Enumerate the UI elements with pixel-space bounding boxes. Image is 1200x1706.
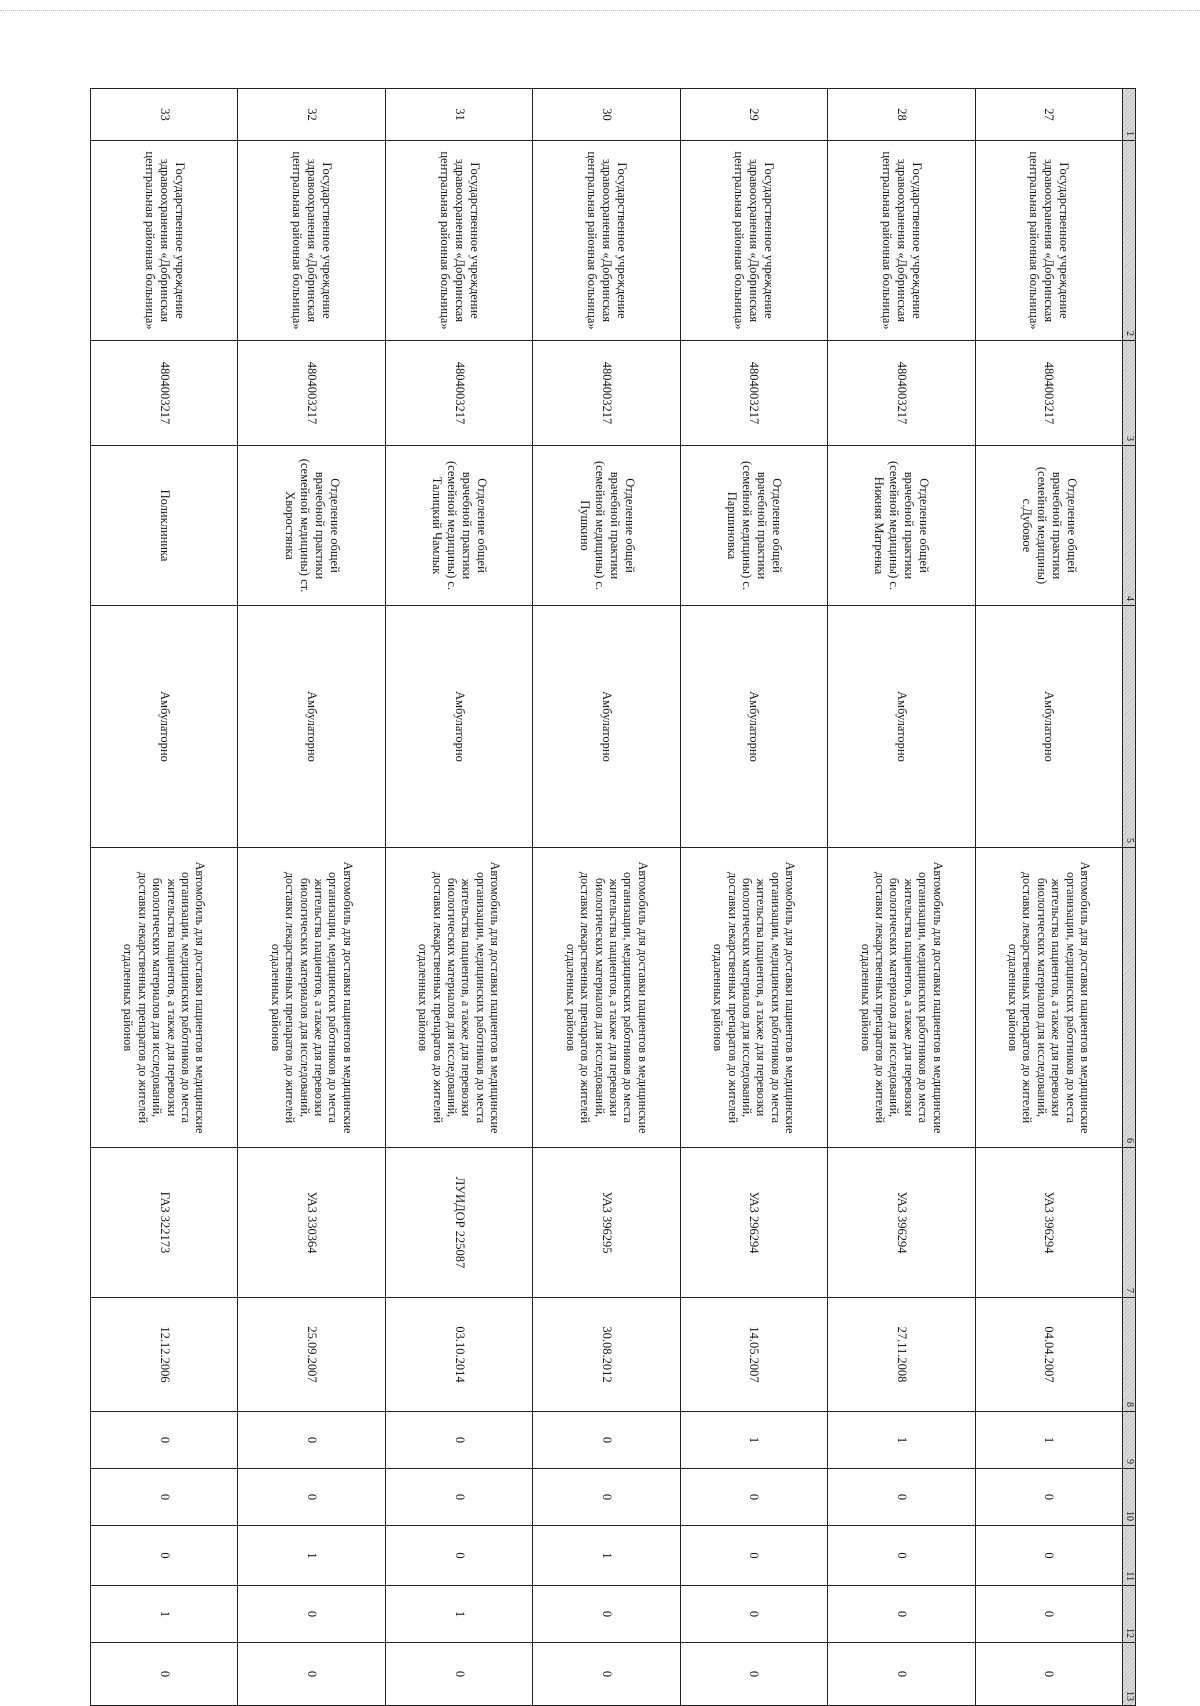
column-header: 8 — [1123, 1298, 1136, 1412]
organization-name: Государственное учреждение здравоохранения «Добринская центральная районная больница» — [385, 141, 532, 341]
count-col-9: 0 — [238, 1412, 385, 1469]
vehicle-date: 30.08.2012 — [533, 1298, 680, 1412]
vehicle-model: ГАЗ 322173 — [91, 1148, 238, 1298]
column-header: 13 — [1123, 1643, 1136, 1706]
care-type: Амбулаторно — [385, 606, 532, 848]
table-row — [975, 89, 1122, 1706]
row-number: 27 — [975, 89, 1122, 141]
count-col-13: 0 — [91, 1643, 238, 1706]
vehicle-purpose: Автомобиль для доставки пациентов в медицинские организации, медицинских работников до места жительства пациентов, а также для перевозки биологических материалов для исследований, доставки лекарственных препаратов до жителей отдаленных районов — [680, 848, 827, 1148]
vehicle-date: 25.09.2007 — [238, 1298, 385, 1412]
department-name: Отделение общей врачебной практики (семейной медицины) с. Талицкий Чамлык — [385, 446, 532, 606]
care-type: Амбулаторно — [975, 606, 1122, 848]
count-col-10: 0 — [533, 1469, 680, 1526]
vehicle-model: УАЗ 330364 — [238, 1148, 385, 1298]
count-col-13: 0 — [975, 1643, 1122, 1706]
organization-name: Государственное учреждение здравоохранения «Добринская центральная районная больница» — [91, 141, 238, 341]
count-col-9: 0 — [91, 1412, 238, 1469]
vehicle-date: 03.10.2014 — [385, 1298, 532, 1412]
row-number: 30 — [533, 89, 680, 141]
row-number: 28 — [828, 89, 975, 141]
count-col-12: 1 — [91, 1586, 238, 1643]
count-col-13: 0 — [828, 1643, 975, 1706]
column-header: 3 — [1123, 341, 1136, 446]
table-row — [533, 89, 680, 1706]
vehicle-purpose: Автомобиль для доставки пациентов в медицинские организации, медицинских работников до места жительства пациентов, а также для перевозки биологических материалов для исследований, доставки лекарственных препаратов до жителей отдаленных районов — [385, 848, 532, 1148]
care-type: Амбулаторно — [238, 606, 385, 848]
column-header: 11 — [1123, 1526, 1136, 1586]
vehicle-model: УАЗ 296294 — [680, 1148, 827, 1298]
count-col-13: 0 — [385, 1643, 532, 1706]
count-col-9: 1 — [680, 1412, 827, 1469]
organization-name: Государственное учреждение здравоохранения «Добринская центральная районная больница» — [533, 141, 680, 341]
vehicle-purpose: Автомобиль для доставки пациентов в медицинские организации, медицинских работников до места жительства пациентов, а также для перевозки биологических материалов для исследований, доставки лекарственных препаратов до жителей отдаленных районов — [828, 848, 975, 1148]
department-name: Поликлиника — [91, 446, 238, 606]
count-col-10: 0 — [91, 1469, 238, 1526]
organization-name: Государственное учреждение здравоохранения «Добринская центральная районная больница» — [238, 141, 385, 341]
vehicle-date: 27.11.2008 — [828, 1298, 975, 1412]
count-col-11: 1 — [238, 1526, 385, 1586]
row-number: 29 — [680, 89, 827, 141]
count-col-12: 1 — [385, 1586, 532, 1643]
count-col-9: 0 — [533, 1412, 680, 1469]
column-header: 1 — [1123, 89, 1136, 141]
vehicle-purpose: Автомобиль для доставки пациентов в медицинские организации, медицинских работников до места жительства пациентов, а также для перевозки биологических материалов для исследований, доставки лекарственных препаратов до жителей отдаленных районов — [975, 848, 1122, 1148]
care-type: Амбулаторно — [828, 606, 975, 848]
count-col-13: 0 — [533, 1643, 680, 1706]
count-col-11: 0 — [385, 1526, 532, 1586]
count-col-12: 0 — [680, 1586, 827, 1643]
department-name: Отделение общей врачебной практики (семейной медицины) с. Пушкино — [533, 446, 680, 606]
department-name: Отделение общей врачебной практики (семейной медицины) с. Нижняя Матренка — [828, 446, 975, 606]
count-col-11: 0 — [91, 1526, 238, 1586]
column-header: 2 — [1123, 141, 1136, 341]
column-number-row — [1123, 89, 1136, 1706]
table-row — [680, 89, 827, 1706]
vehicle-purpose: Автомобиль для доставки пациентов в медицинские организации, медицинских работников до места жительства пациентов, а также для перевозки биологических материалов для исследований, доставки лекарственных препаратов до жителей отдаленных районов — [238, 848, 385, 1148]
organization-name: Государственное учреждение здравоохранения «Добринская центральная районная больница» — [680, 141, 827, 341]
count-col-10: 0 — [975, 1469, 1122, 1526]
count-col-10: 0 — [385, 1469, 532, 1526]
inn-code: 4804003217 — [91, 341, 238, 446]
department-name: Отделение общей врачебной практики (семейной медицины) ст. Хворостянка — [238, 446, 385, 606]
count-col-10: 0 — [238, 1469, 385, 1526]
count-col-12: 0 — [975, 1586, 1122, 1643]
vehicle-purpose: Автомобиль для доставки пациентов в медицинские организации, медицинских работников до места жительства пациентов, а также для перевозки биологических материалов для исследований, доставки лекарственных препаратов до жителей отдаленных районов — [91, 848, 238, 1148]
count-col-12: 0 — [238, 1586, 385, 1643]
column-header: 7 — [1123, 1148, 1136, 1298]
rotated-page-content — [90, 88, 1136, 1701]
count-col-9: 1 — [975, 1412, 1122, 1469]
scan-top-edge — [0, 10, 1200, 11]
count-col-12: 0 — [533, 1586, 680, 1643]
count-col-11: 0 — [975, 1526, 1122, 1586]
table-row — [385, 89, 532, 1706]
row-number: 32 — [238, 89, 385, 141]
count-col-13: 0 — [680, 1643, 827, 1706]
vehicle-date: 04.04.2007 — [975, 1298, 1122, 1412]
column-header: 9 — [1123, 1412, 1136, 1469]
inn-code: 4804003217 — [828, 341, 975, 446]
count-col-13: 0 — [238, 1643, 385, 1706]
table-row — [828, 89, 975, 1706]
department-name: Отделение общей врачебной практики (семейной медицины) с. Паршиновка — [680, 446, 827, 606]
care-type: Амбулаторно — [680, 606, 827, 848]
count-col-9: 1 — [828, 1412, 975, 1469]
table-row — [238, 89, 385, 1706]
column-header: 4 — [1123, 446, 1136, 606]
count-col-11: 1 — [533, 1526, 680, 1586]
count-col-9: 0 — [385, 1412, 532, 1469]
column-header: 10 — [1123, 1469, 1136, 1526]
column-header: 12 — [1123, 1586, 1136, 1643]
inn-code: 4804003217 — [680, 341, 827, 446]
column-header: 6 — [1123, 848, 1136, 1148]
row-number: 33 — [91, 89, 238, 141]
count-col-12: 0 — [828, 1586, 975, 1643]
count-col-11: 0 — [828, 1526, 975, 1586]
table-row — [91, 89, 238, 1706]
inn-code: 4804003217 — [975, 341, 1122, 446]
count-col-10: 0 — [828, 1469, 975, 1526]
vehicle-date: 14.05.2007 — [680, 1298, 827, 1412]
row-number: 31 — [385, 89, 532, 141]
column-header: 5 — [1123, 606, 1136, 848]
organization-name: Государственное учреждение здравоохранения «Добринская центральная районная больница» — [975, 141, 1122, 341]
vehicle-registry-table — [90, 88, 1136, 1706]
vehicle-model: ЛУИДОР 225087 — [385, 1148, 532, 1298]
inn-code: 4804003217 — [533, 341, 680, 446]
inn-code: 4804003217 — [385, 341, 532, 446]
care-type: Амбулаторно — [91, 606, 238, 848]
vehicle-purpose: Автомобиль для доставки пациентов в медицинские организации, медицинских работников до места жительства пациентов, а также для перевозки биологических материалов для исследований, доставки лекарственных препаратов до жителей отдаленных районов — [533, 848, 680, 1148]
organization-name: Государственное учреждение здравоохранения «Добринская центральная районная больница» — [828, 141, 975, 341]
inn-code: 4804003217 — [238, 341, 385, 446]
care-type: Амбулаторно — [533, 606, 680, 848]
vehicle-date: 12.12.2006 — [91, 1298, 238, 1412]
vehicle-model: УАЗ 396294 — [975, 1148, 1122, 1298]
count-col-10: 0 — [680, 1469, 827, 1526]
vehicle-model: УАЗ 396294 — [828, 1148, 975, 1298]
department-name: Отделение общей врачебной практики (семейной медицины) с.Дубовое — [975, 446, 1122, 606]
vehicle-model: УАЗ 396295 — [533, 1148, 680, 1298]
count-col-11: 0 — [680, 1526, 827, 1586]
